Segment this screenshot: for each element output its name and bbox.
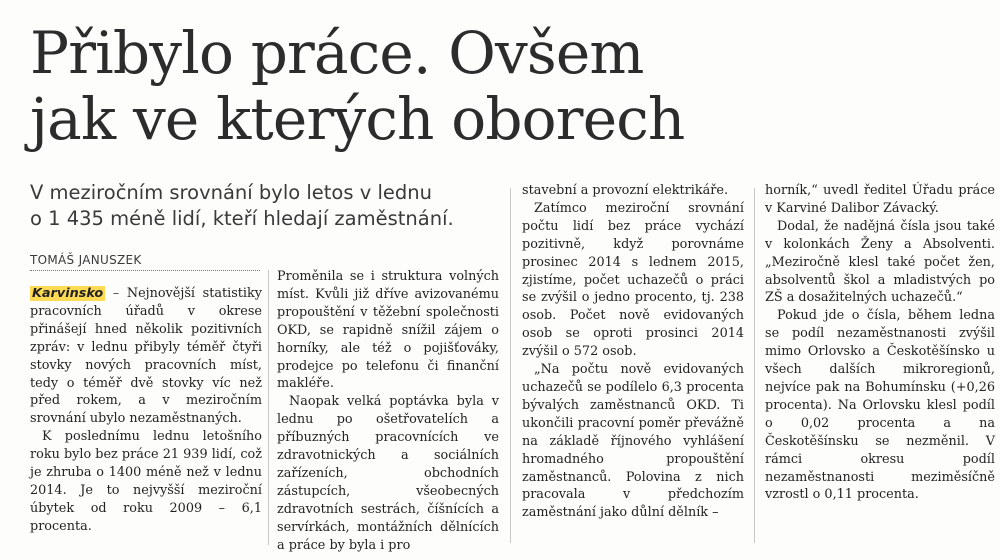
article-paragraph: „Na počtu nově evidovaných uchazečů se podílelo 6,3 procenta bývalých zaměstnanců OKD. Ti ukončili pracovní poměr převážně na základě říjnového vyhlášení hromadného propouštění zaměstnanců. Polovina z nich pracovala v předchozím zaměstnání jako důlní dělník – bbox=[522, 362, 744, 521]
article-paragraph: K poslednímu lednu letošního roku bylo bez práce 21 939 lidí, což je zhruba o 1400 méně než v lednu 2014. Je to nejvyšší meziroční úbytek od roku 2009 – 6,1 procenta. bbox=[30, 429, 262, 534]
article-paragraph: Pokud jde o čísla, během ledna se podíl nezaměstnanosti zvýšil mimo Orlovsko a Českotěšínsko u všech dalších mikroregionů, nejvíce pak na Bohumínsku (+0,26 procenta). Na Orlovsku klesl podíl o 0,02 procenta a na Českotěšínsku se nezměnil. V rámci okresu podíl nezaměstnanosti meziměsíčně vzrostl o 0,11 procenta. bbox=[765, 308, 995, 503]
article-paragraph: Naopak velká poptávka byla v lednu po ošetřovatelích a příbuzných pracovnících ve zdravotnických a sociálních zařízeních, obchodních zástupcích, všeobecných zdravotních sestrách, číšnících a servírkách, montážních dělnících a práce by byla i pro bbox=[277, 394, 499, 553]
headline-line-2: jak ve kterých oborech bbox=[30, 85, 685, 153]
subheading bbox=[30, 180, 510, 232]
article-column-2 bbox=[277, 268, 499, 555]
article-column-4 bbox=[765, 182, 995, 504]
dateline-dash: – bbox=[105, 286, 127, 301]
subheading-line-2: o 1 435 méně lidí, kteří hledají zaměstnání. bbox=[30, 207, 454, 230]
paragraph-text: Nejnovější statistiky pracovních úřadů v okrese přinášejí hned několik pozitivních zpráv: v lednu přibyly téměř čtyři stovky nových pracovních míst, tedy o téměř dvě stovky víc než před rokem, a v meziročním srovnání ubylo nezaměstnaných. bbox=[30, 286, 262, 427]
dateline-place: Karvinsko bbox=[32, 286, 104, 301]
subheading-line-1: V meziročním srovnání bylo letos v lednu bbox=[30, 181, 432, 204]
column-divider bbox=[510, 188, 511, 543]
article-paragraph: horník,“ uvedl ředitel Úřadu práce v Karviné Dalibor Závacký. bbox=[765, 183, 995, 216]
article-paragraph: stavební a provozní elektrikáře. bbox=[522, 183, 729, 198]
headline-line-1: Přibylo práce. Ovšem bbox=[30, 19, 644, 87]
article-paragraph: Proměnila se i struktura volných míst. Kvůli již dříve avizovanému propouštění v těžební společnosti OKD, se rapidně snížil zájem o horníky, ale též o pojišťováky, prodejce po telefonu či finanční makléře. bbox=[277, 269, 499, 392]
article-paragraph: Zatímco meziroční srovnání počtu lidí bez práce vychází pozitivně, když porovnáme prosinec 2014 s lednem 2015, zjistíme, počet uchazečů o práci se zvýšil o jedno procento, tj. 238 osob. Počet nově evidovaných osob se oproti prosinci 2014 zvýšil o 572 osob. bbox=[522, 200, 744, 360]
headline bbox=[30, 20, 990, 152]
article-column-3 bbox=[522, 182, 744, 522]
article-paragraph bbox=[30, 285, 262, 428]
article-column-1 bbox=[30, 285, 262, 536]
article-paragraph: Dodal, že nadějná čísla jsou také v kolonkách Ženy a Absolventi. „Meziročně klesl také počet žen, absolventů škol a mladistvých po ZŠ a dosažitelných uchazečů.“ bbox=[765, 218, 995, 306]
column-divider bbox=[754, 188, 755, 543]
column-divider bbox=[268, 270, 269, 545]
byline: TOMÁŠ JANUSZEK bbox=[30, 253, 260, 271]
